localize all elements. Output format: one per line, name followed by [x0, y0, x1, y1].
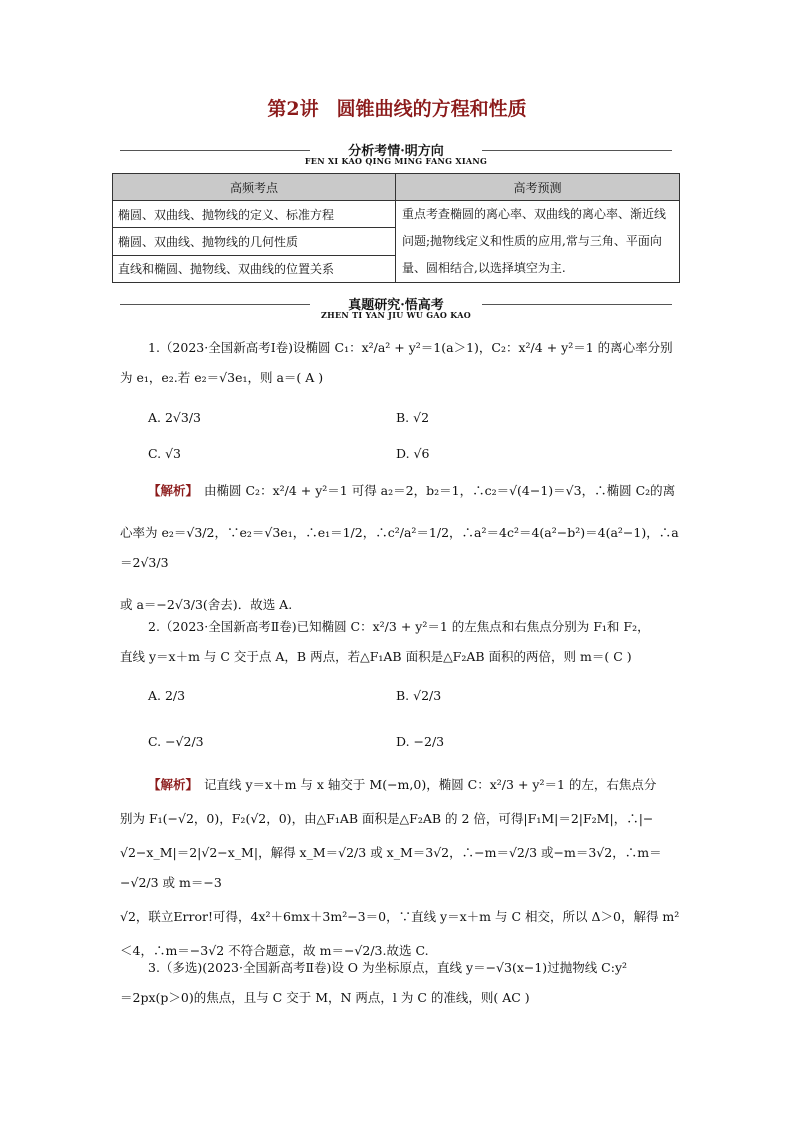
lesson-heading: 圆锥曲线的方程和性质 — [336, 98, 527, 120]
option-b: B. √2 — [396, 410, 430, 425]
table-cell-topic: 椭圆、双曲线、抛物线的几何性质 — [113, 228, 396, 255]
question-3 — [120, 953, 680, 1013]
question-text: 3.（多选)(2023·全国新高考Ⅱ卷)设 O 为坐标原点，直线 y＝−√3(x−1)过抛物线 C:y² — [148, 960, 628, 975]
lesson-title — [0, 94, 794, 121]
table-header: 高考预测 — [396, 174, 680, 201]
question-text: ＝2px(p＞0)的焦点，且与 C 交于 M，N 两点，l 为 C 的准线，则( AC ) — [120, 990, 530, 1005]
analysis-text: 记直线 y＝x＋m 与 x 轴交于 M(−m,0)，椭圆 C：x²/3 + y²＝1 的左，右焦点分 — [204, 777, 657, 792]
table-cell-topic: 椭圆、双曲线、抛物线的定义、标准方程 — [113, 201, 396, 228]
section-pinyin: ZHEN TI YAN JIU WU GAO KAO — [320, 310, 471, 320]
analysis-text: 由椭圆 C₂：x²/4 + y²＝1 可得 a₂＝2，b₂＝1，∴c₂＝√(4−1)＝√3，∴椭圆 C₂的离 — [204, 483, 676, 498]
analysis-2 — [120, 770, 680, 966]
section-title: 真题研究·悟高考 — [348, 298, 444, 313]
analysis-text: 或 a＝−2√3/3(舍去)．故选 A. — [120, 597, 293, 612]
analysis-1 — [120, 476, 680, 620]
analysis-text: 心率为 e₂＝√3/2，∵e₂＝√3e₁，∴e₁＝1/2，∴c²/a²＝1/2，∴a²＝4c²＝4(a²−b²)＝4(a²−1)，∴a＝2√3/3 — [120, 525, 679, 570]
analysis-label: 【解析】 — [148, 483, 199, 498]
question-text: 直线 y＝x＋m 与 C 交于点 A，B 两点，若△F₁AB 面积是△F₂AB 面积的两倍，则 m＝( C ) — [120, 649, 632, 664]
lesson-number: 第2讲 — [267, 98, 319, 120]
table-cell-prediction: 重点考查椭圆的离心率、双曲线的离心率、渐近线问题;抛物线定义和性质的应用,常与三角、平面向量、圆相结合,以选择填空为主. — [396, 201, 680, 283]
exam-points-table — [112, 173, 680, 283]
section-title: 分析考情·明方向 — [348, 144, 444, 159]
analysis-text: ＜4，∴m＝−3√2 不符合题意，故 m＝−√2/3.故选 C. — [120, 943, 429, 958]
option-a: A. 2√3/3 — [148, 410, 202, 425]
analysis-text: √2，联立Error!可得，4x²＋6mx＋3m²−3＝0，∵直线 y＝x＋m 与 C 相交，所以 Δ＞0，解得 m² — [120, 909, 680, 924]
question-text: 为 e₁，e₂.若 e₂＝√3e₁，则 a＝( A ) — [120, 370, 324, 385]
table-cell-topic: 直线和椭圆、抛物线、双曲线的位置关系 — [113, 255, 396, 282]
option-a: A. 2/3 — [148, 688, 186, 703]
question-text: 1.（2023·全国新高考Ⅰ卷)设椭圆 C₁：x²/a² + y²＝1(a＞1)，C₂：x²/4 + y²＝1 的离心率分别 — [148, 340, 673, 355]
analysis-text: √2−x_M|＝2|√2−x_M|，解得 x_M＝√2/3 或 x_M＝3√2，∴−m＝√2/3 或−m＝3√2，∴m＝−√2/3 或 m＝−3 — [120, 845, 662, 890]
section-pinyin: FEN XI KAO QING MING FANG XIANG — [304, 156, 488, 166]
question-text: 2.（2023·全国新高考Ⅱ卷)已知椭圆 C：x²/3 + y²＝1 的左焦点和右焦点分别为 F₁和 F₂， — [148, 619, 650, 634]
analysis-text: 别为 F₁(−√2，0)，F₂(√2，0)，由△F₁AB 面积是△F₂AB 的 2 倍，可得|F₁M|＝2|F₂M|，∴|− — [120, 811, 654, 826]
option-b: B. √2/3 — [396, 688, 442, 703]
table-header: 高频考点 — [113, 174, 396, 201]
question-2 — [120, 612, 680, 672]
analysis-label: 【解析】 — [148, 777, 199, 792]
section-banner-analysis — [120, 138, 672, 168]
question-1 — [120, 333, 680, 393]
section-banner-real-exam — [120, 292, 672, 322]
option-c: C. √3 — [148, 446, 181, 461]
option-d: D. −2/3 — [396, 734, 445, 749]
option-d: D. √6 — [396, 446, 430, 461]
option-c: C. −√2/3 — [148, 734, 204, 749]
